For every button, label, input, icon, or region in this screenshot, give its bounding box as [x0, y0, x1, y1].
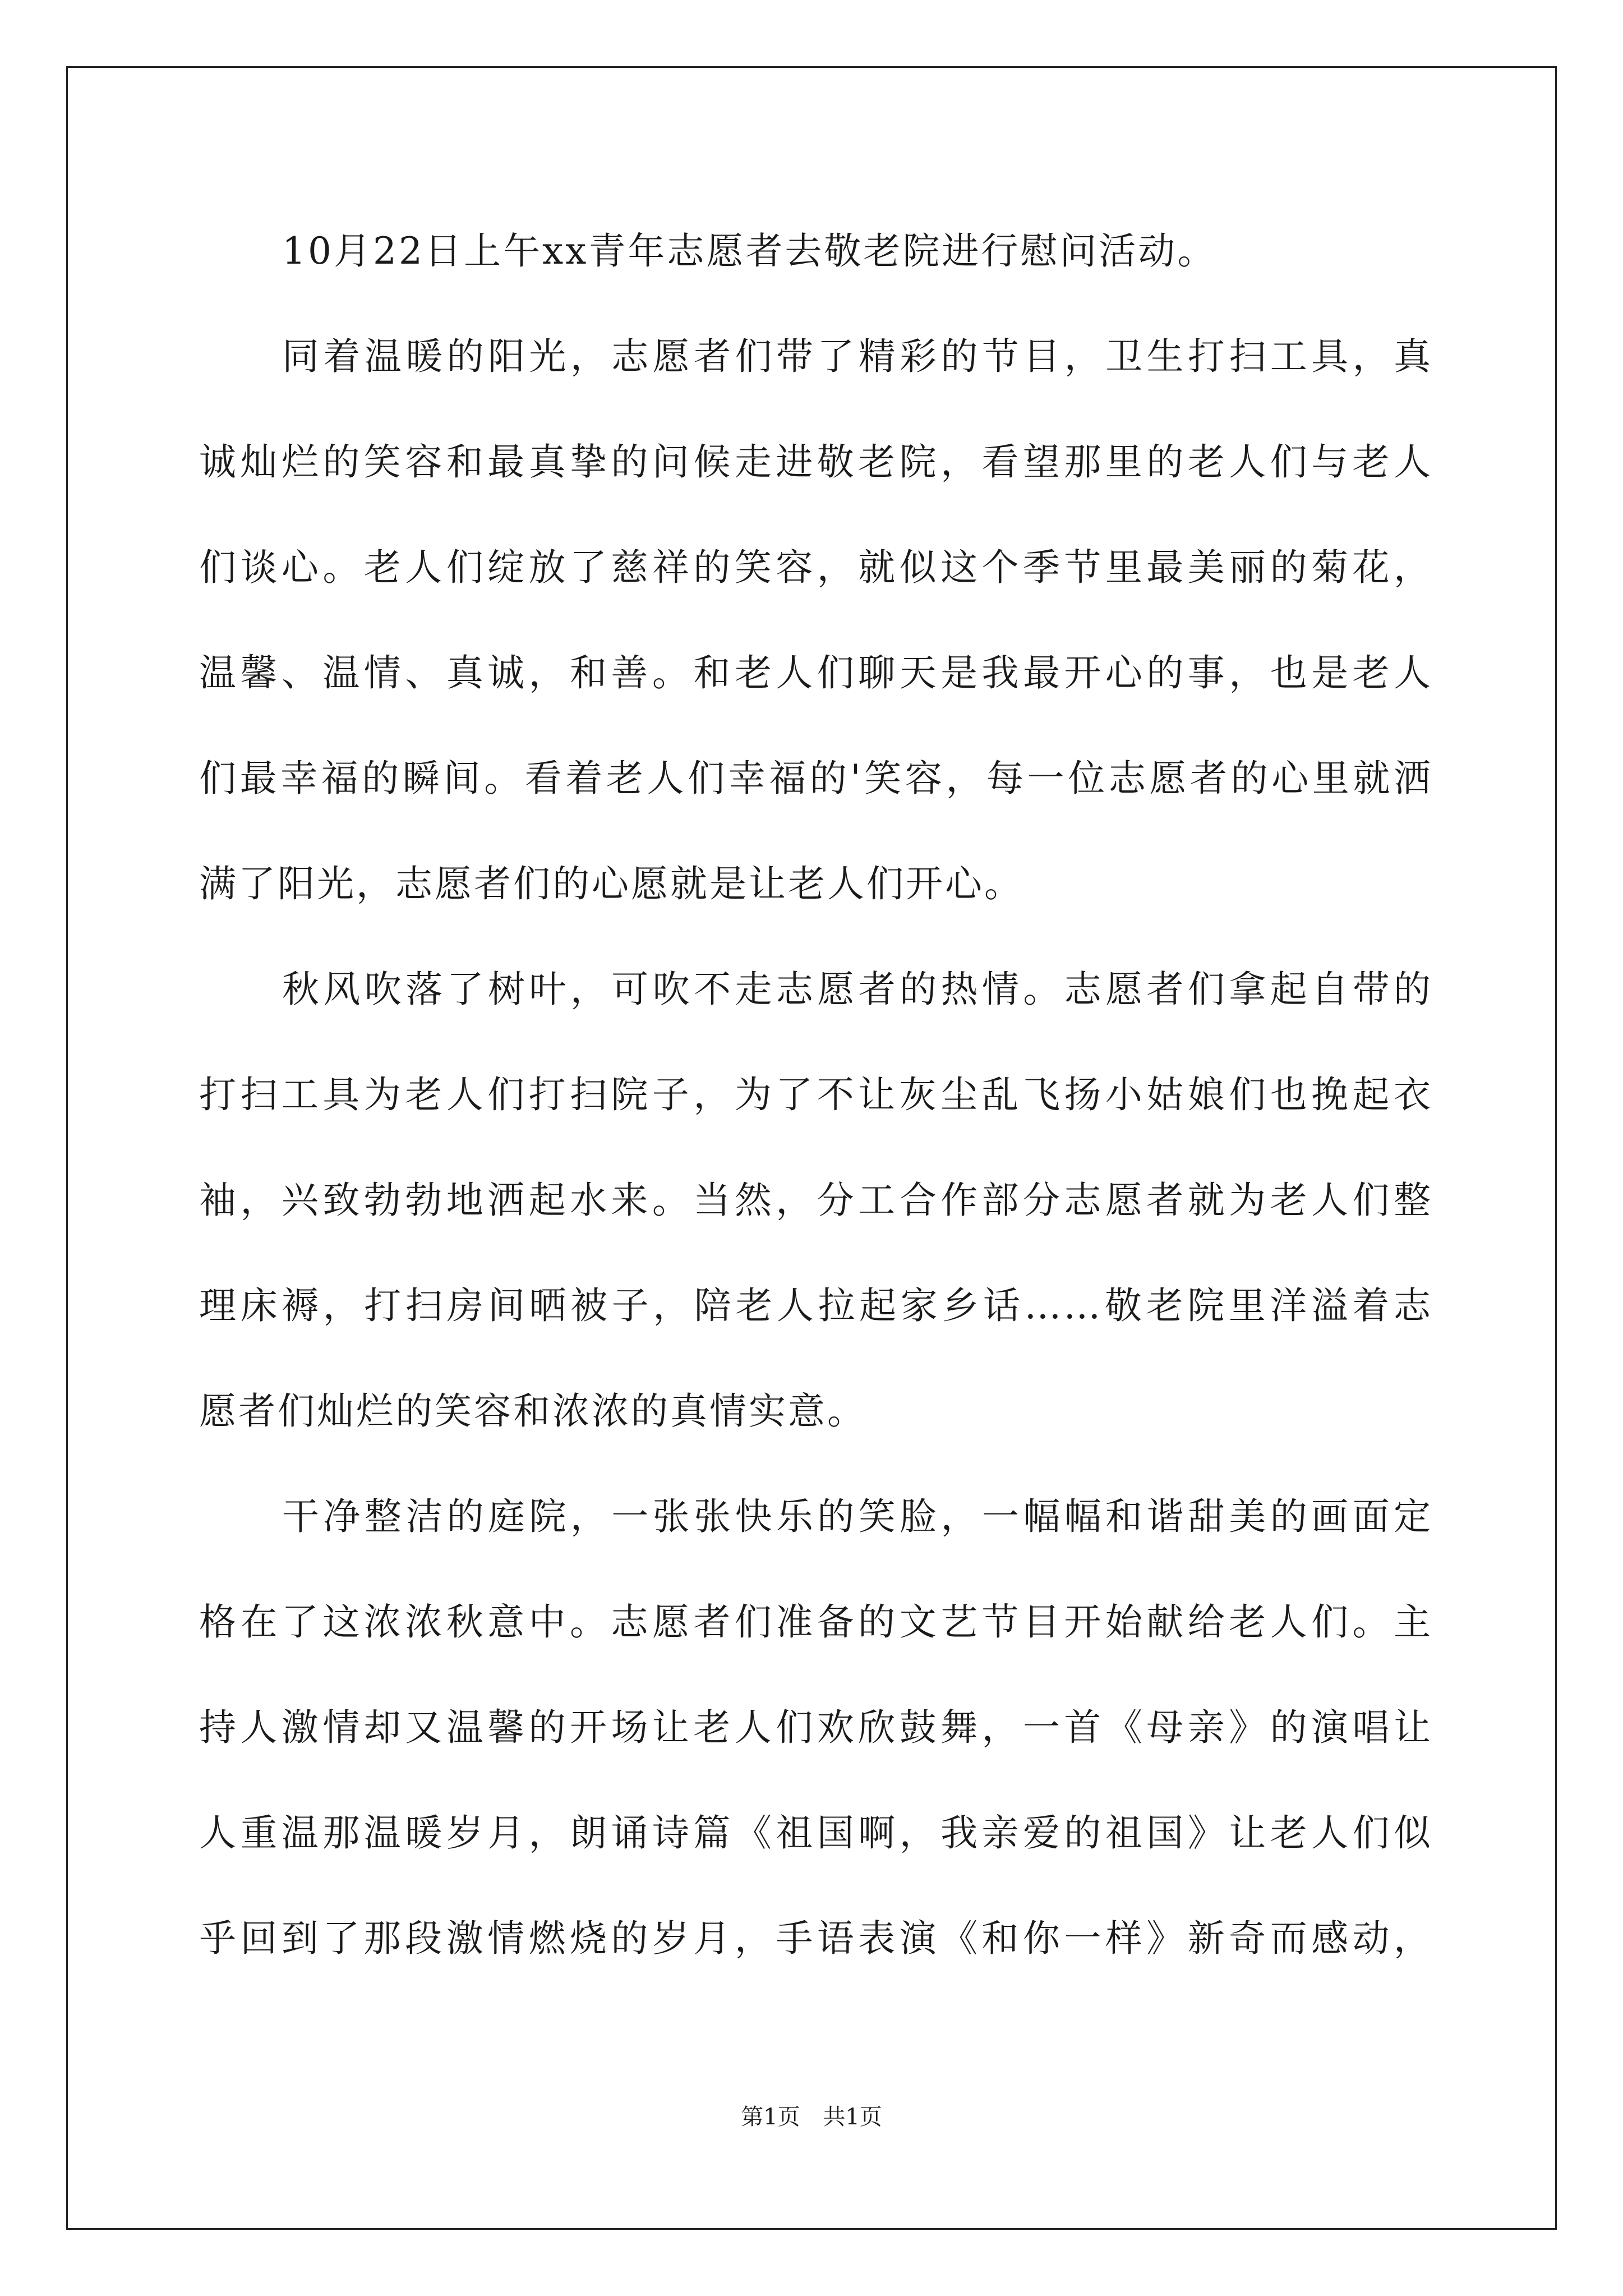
text-line: 持人激情却又温馨的开场让老人们欢欣鼓舞，一首《母亲》的演唱让	[199, 1706, 1433, 1749]
text-line: 人重温那温暖岁月，朗诵诗篇《祖国啊，我亲爱的祖国》让老人们似	[199, 1811, 1433, 1855]
page-count: 共1页	[823, 2104, 882, 2130]
page-number: 第1页	[741, 2104, 800, 2130]
text-line: 10月22日上午xx青年志愿者去敬老院进行慰问活动。	[282, 229, 1217, 273]
text-line: 诚灿烂的笑容和最真挚的问候走进敬老院，看望那里的老人们与老人	[199, 440, 1433, 484]
text-line: 满了阳光，志愿者们的心愿就是让老人们开心。	[199, 862, 1023, 905]
page-footer	[0, 2099, 1623, 2131]
text-line: 秋风吹落了树叶，可吹不走志愿者的热情。志愿者们拿起自带的	[282, 968, 1433, 1011]
text-line: 温馨、温情、真诚，和善。和老人们聊天是我最开心的事，也是老人	[199, 651, 1433, 694]
text-line: 格在了这浓浓秋意中。志愿者们准备的文艺节目开始献给老人们。主	[199, 1600, 1433, 1644]
document-body	[199, 213, 1433, 2006]
text-line: 们谈心。老人们绽放了慈祥的笑容，就似这个季节里最美丽的菊花，	[199, 546, 1433, 589]
text-line: 打扫工具为老人们打扫院子，为了不让灰尘乱飞扬小姑娘们也挽起衣	[199, 1073, 1433, 1116]
text-line: 们最幸福的瞬间。看着老人们幸福的'笑容，每一位志愿者的心里就洒	[199, 757, 1433, 800]
text-line: 愿者们灿烂的笑容和浓浓的真情实意。	[199, 1389, 866, 1433]
text-line: 乎回到了那段激情燃烧的岁月，手语表演《和你一样》新奇而感动，	[199, 1917, 1433, 1960]
text-line: 同着温暖的阳光，志愿者们带了精彩的节目，卫生打扫工具，真	[282, 335, 1433, 378]
text-line: 袖，兴致勃勃地洒起水来。当然，分工合作部分志愿者就为老人们整	[199, 1179, 1433, 1222]
text-line: 干净整洁的庭院，一张张快乐的笑脸，一幅幅和谐甜美的画面定	[282, 1495, 1433, 1538]
text-line: 理床褥，打扫房间晒被子，陪老人拉起家乡话……敬老院里洋溢着志	[199, 1284, 1433, 1327]
